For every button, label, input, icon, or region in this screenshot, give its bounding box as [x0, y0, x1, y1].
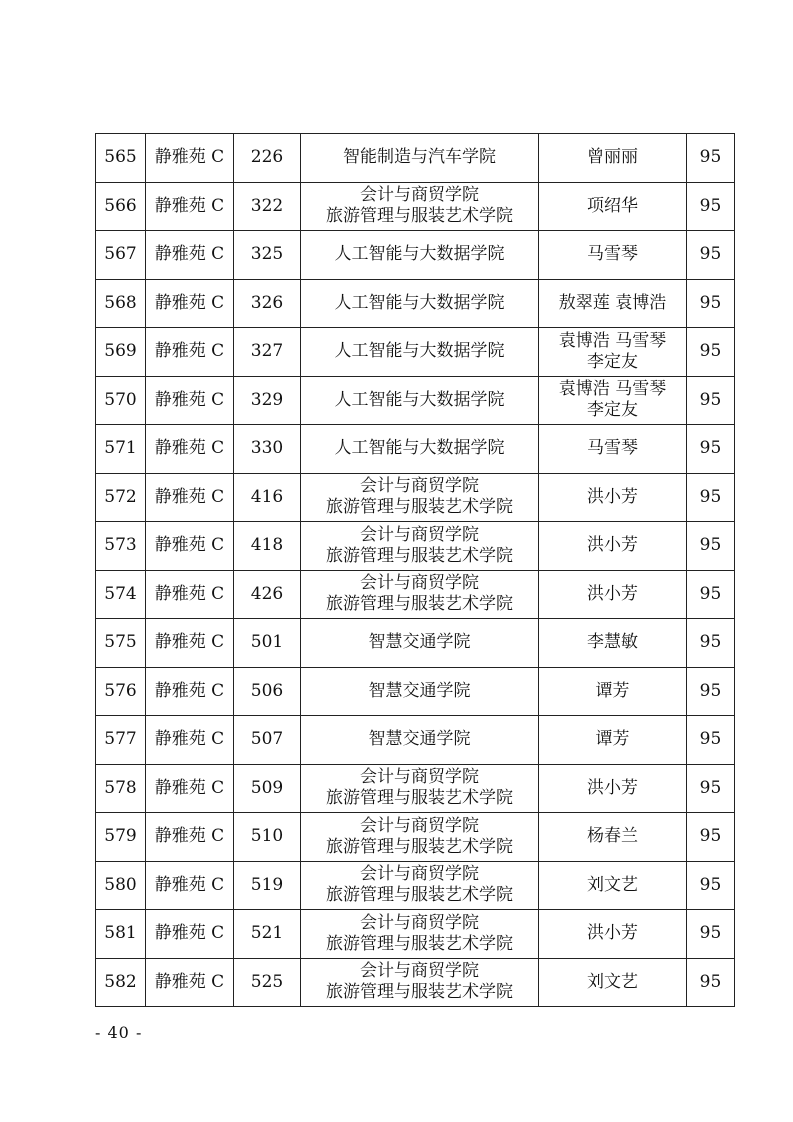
- table-row: [96, 473, 735, 522]
- department-cell: [301, 376, 539, 425]
- table-row: [96, 425, 735, 474]
- row-number-cell: 568: [96, 279, 146, 328]
- staff-name-cell: [539, 861, 687, 910]
- table-row: [96, 764, 735, 813]
- staff-name-line: 洪小芳: [587, 777, 638, 798]
- staff-name-line: 李定友: [587, 351, 638, 372]
- department-line: 旅游管理与服装艺术学院: [326, 206, 513, 227]
- department-cell: [301, 231, 539, 280]
- staff-name-line: 李慧敏: [587, 632, 638, 653]
- department-line: 智能制造与汽车学院: [343, 147, 496, 168]
- staff-name-cell: [539, 813, 687, 862]
- building-cell: 静雅苑 C: [146, 910, 234, 959]
- room-number-cell: 325: [234, 231, 301, 280]
- room-number-cell: 226: [234, 134, 301, 183]
- department-line: 智慧交通学院: [368, 680, 471, 701]
- room-number-cell: 519: [234, 861, 301, 910]
- staff-name-line: 曾丽丽: [587, 147, 638, 168]
- room-number-cell: 501: [234, 619, 301, 668]
- department-line: 旅游管理与服装艺术学院: [326, 545, 513, 566]
- department-cell: [301, 958, 539, 1007]
- row-number-cell: 574: [96, 570, 146, 619]
- building-cell: 静雅苑 C: [146, 570, 234, 619]
- staff-name-cell: [539, 667, 687, 716]
- score-cell: 95: [687, 958, 735, 1007]
- building-cell: 静雅苑 C: [146, 958, 234, 1007]
- score-cell: 95: [687, 279, 735, 328]
- department-line: 会计与商贸学院: [360, 767, 479, 788]
- department-cell: [301, 619, 539, 668]
- table-row: [96, 376, 735, 425]
- staff-name-cell: [539, 522, 687, 571]
- staff-name-cell: [539, 958, 687, 1007]
- table-body: [96, 134, 735, 1007]
- score-cell: 95: [687, 716, 735, 765]
- table-row: [96, 716, 735, 765]
- row-number-cell: 566: [96, 182, 146, 231]
- table-row: [96, 667, 735, 716]
- department-line: 旅游管理与服装艺术学院: [326, 885, 513, 906]
- department-cell: [301, 522, 539, 571]
- department-cell: [301, 279, 539, 328]
- staff-name-cell: [539, 473, 687, 522]
- table-row: [96, 570, 735, 619]
- staff-name-cell: [539, 134, 687, 183]
- table-row: [96, 231, 735, 280]
- room-number-cell: 426: [234, 570, 301, 619]
- department-cell: [301, 425, 539, 474]
- score-cell: 95: [687, 619, 735, 668]
- room-number-cell: 322: [234, 182, 301, 231]
- score-cell: 95: [687, 861, 735, 910]
- department-cell: [301, 182, 539, 231]
- row-number-cell: 567: [96, 231, 146, 280]
- row-number-cell: 570: [96, 376, 146, 425]
- department-cell: [301, 328, 539, 377]
- staff-name-line: 马雪琴: [587, 244, 638, 265]
- room-number-cell: 327: [234, 328, 301, 377]
- staff-name-line: 刘文艺: [587, 971, 638, 992]
- building-cell: 静雅苑 C: [146, 279, 234, 328]
- row-number-cell: 575: [96, 619, 146, 668]
- department-line: 人工智能与大数据学院: [334, 341, 505, 362]
- staff-name-line: 洪小芳: [587, 486, 638, 507]
- row-number-cell: 571: [96, 425, 146, 474]
- row-number-cell: 580: [96, 861, 146, 910]
- building-cell: 静雅苑 C: [146, 764, 234, 813]
- staff-name-cell: [539, 716, 687, 765]
- room-number-cell: 418: [234, 522, 301, 571]
- row-number-cell: 579: [96, 813, 146, 862]
- table-row: [96, 813, 735, 862]
- row-number-cell: 576: [96, 667, 146, 716]
- building-cell: 静雅苑 C: [146, 861, 234, 910]
- building-cell: 静雅苑 C: [146, 134, 234, 183]
- staff-name-cell: [539, 619, 687, 668]
- department-line: 旅游管理与服装艺术学院: [326, 933, 513, 954]
- department-line: 智慧交通学院: [368, 729, 471, 750]
- department-line: 智慧交通学院: [368, 632, 471, 653]
- table-row: [96, 861, 735, 910]
- row-number-cell: 572: [96, 473, 146, 522]
- staff-name-cell: [539, 425, 687, 474]
- table-row: [96, 134, 735, 183]
- staff-name-line: 李定友: [587, 400, 638, 421]
- department-line: 人工智能与大数据学院: [334, 292, 505, 313]
- table-row: [96, 619, 735, 668]
- staff-name-line: 谭芳: [595, 680, 630, 701]
- table-row: [96, 522, 735, 571]
- staff-name-cell: [539, 376, 687, 425]
- table-row: [96, 328, 735, 377]
- room-number-cell: 330: [234, 425, 301, 474]
- department-cell: [301, 764, 539, 813]
- building-cell: 静雅苑 C: [146, 619, 234, 668]
- building-cell: 静雅苑 C: [146, 328, 234, 377]
- staff-name-line: 杨春兰: [587, 826, 638, 847]
- row-number-cell: 582: [96, 958, 146, 1007]
- staff-name-cell: [539, 570, 687, 619]
- department-cell: [301, 861, 539, 910]
- department-line: 会计与商贸学院: [360, 815, 479, 836]
- row-number-cell: 577: [96, 716, 146, 765]
- department-line: 人工智能与大数据学院: [334, 438, 505, 459]
- staff-name-cell: [539, 279, 687, 328]
- staff-name-cell: [539, 764, 687, 813]
- department-cell: [301, 570, 539, 619]
- department-line: 会计与商贸学院: [360, 185, 479, 206]
- score-cell: 95: [687, 134, 735, 183]
- score-cell: 95: [687, 473, 735, 522]
- department-line: 人工智能与大数据学院: [334, 244, 505, 265]
- building-cell: 静雅苑 C: [146, 231, 234, 280]
- score-cell: 95: [687, 182, 735, 231]
- staff-name-line: 项绍华: [587, 195, 638, 216]
- staff-name-line: 马雪琴: [587, 438, 638, 459]
- score-cell: 95: [687, 667, 735, 716]
- building-cell: 静雅苑 C: [146, 813, 234, 862]
- staff-name-cell: [539, 231, 687, 280]
- room-number-cell: 509: [234, 764, 301, 813]
- dormitory-score-table: [95, 133, 735, 1007]
- room-number-cell: 416: [234, 473, 301, 522]
- staff-name-line: 洪小芳: [587, 923, 638, 944]
- department-line: 旅游管理与服装艺术学院: [326, 594, 513, 615]
- department-cell: [301, 910, 539, 959]
- row-number-cell: 569: [96, 328, 146, 377]
- staff-name-line: 刘文艺: [587, 874, 638, 895]
- room-number-cell: 510: [234, 813, 301, 862]
- room-number-cell: 329: [234, 376, 301, 425]
- building-cell: 静雅苑 C: [146, 182, 234, 231]
- department-line: 会计与商贸学院: [360, 573, 479, 594]
- staff-name-line: 袁博浩 马雪琴: [558, 330, 667, 351]
- building-cell: 静雅苑 C: [146, 425, 234, 474]
- score-cell: 95: [687, 328, 735, 377]
- department-cell: [301, 473, 539, 522]
- room-number-cell: 507: [234, 716, 301, 765]
- table-row: [96, 958, 735, 1007]
- staff-name-cell: [539, 910, 687, 959]
- department-line: 旅游管理与服装艺术学院: [326, 788, 513, 809]
- table-row: [96, 182, 735, 231]
- department-cell: [301, 716, 539, 765]
- table-row: [96, 910, 735, 959]
- score-cell: 95: [687, 425, 735, 474]
- staff-name-line: 洪小芳: [587, 583, 638, 604]
- score-cell: 95: [687, 231, 735, 280]
- department-line: 旅游管理与服装艺术学院: [326, 982, 513, 1003]
- department-line: 旅游管理与服装艺术学院: [326, 497, 513, 518]
- department-cell: [301, 813, 539, 862]
- row-number-cell: 565: [96, 134, 146, 183]
- staff-name-line: 洪小芳: [587, 535, 638, 556]
- building-cell: 静雅苑 C: [146, 376, 234, 425]
- department-line: 会计与商贸学院: [360, 912, 479, 933]
- building-cell: 静雅苑 C: [146, 667, 234, 716]
- row-number-cell: 573: [96, 522, 146, 571]
- building-cell: 静雅苑 C: [146, 716, 234, 765]
- room-number-cell: 326: [234, 279, 301, 328]
- staff-name-line: 袁博浩 马雪琴: [558, 379, 667, 400]
- score-cell: 95: [687, 813, 735, 862]
- staff-name-cell: [539, 182, 687, 231]
- score-cell: 95: [687, 910, 735, 959]
- department-line: 人工智能与大数据学院: [334, 389, 505, 410]
- staff-name-cell: [539, 328, 687, 377]
- building-cell: 静雅苑 C: [146, 522, 234, 571]
- department-cell: [301, 134, 539, 183]
- department-line: 会计与商贸学院: [360, 961, 479, 982]
- score-cell: 95: [687, 764, 735, 813]
- room-number-cell: 525: [234, 958, 301, 1007]
- department-line: 会计与商贸学院: [360, 524, 479, 545]
- room-number-cell: 521: [234, 910, 301, 959]
- building-cell: 静雅苑 C: [146, 473, 234, 522]
- page-number: - 40 -: [95, 1023, 143, 1042]
- room-number-cell: 506: [234, 667, 301, 716]
- department-line: 旅游管理与服装艺术学院: [326, 836, 513, 857]
- department-line: 会计与商贸学院: [360, 864, 479, 885]
- score-cell: 95: [687, 570, 735, 619]
- department-line: 会计与商贸学院: [360, 476, 479, 497]
- row-number-cell: 578: [96, 764, 146, 813]
- row-number-cell: 581: [96, 910, 146, 959]
- staff-name-line: 敖翠莲 袁博浩: [558, 292, 667, 313]
- staff-name-line: 谭芳: [595, 729, 630, 750]
- score-cell: 95: [687, 522, 735, 571]
- score-cell: 95: [687, 376, 735, 425]
- table-row: [96, 279, 735, 328]
- department-cell: [301, 667, 539, 716]
